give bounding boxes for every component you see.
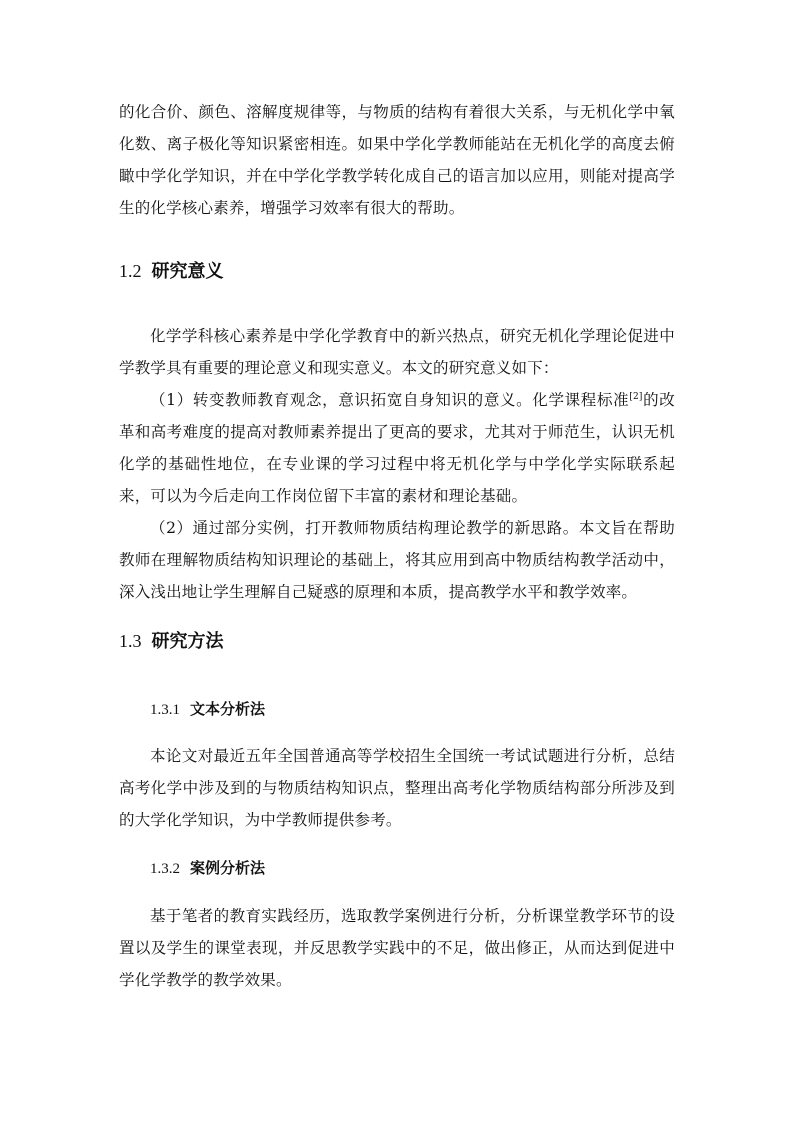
significance-item-1 [119,384,675,512]
section-heading-1-2 [119,258,224,285]
item1-text-after-ref: 的改革和高考难度的提高对教师素养提出了更高的要求，尤其对于师范生，认识无机化学的基础性地位，在专业课的学习过程中将无机化学与中学化学实际联系起来，可以为今后走向工作岗位留下丰富的素材和理论基础。 [119,391,675,505]
significance-paragraph: 化学学科核心素养是中学化学教育中的新兴热点，研究无机化学理论促进中学教学具有重要的理论意义和现实意义。本文的研究意义如下： [119,327,675,377]
section-title: 研究方法 [151,631,224,652]
subsection-title: 文本分析法 [190,700,266,718]
significance-item-2: （2）通过部分实例，打开教师物质结构理论教学的新思路。本文旨在帮助教师在理解物质结构知识理论的基础上，将其应用到高中物质结构教学活动中，深入浅出地让学生理解自己疑惑的原理和本质，提高教学水平和教学效率。 [119,519,675,601]
subsection-title: 案例分析法 [190,859,266,877]
intro-paragraph: 的化合价、颜色、溶解度规律等，与物质的结构有着很大关系，与无机化学中氧化数、离子极化等知识紧密相连。如果中学化学教师能站在无机化学的高度去俯瞰中学化学知识，并在中学化学教学转化成自己的语言加以应用，则能对提高学生的化学核心素养，增强学习效率有很大的帮助。 [119,103,675,217]
text-analysis-paragraph: 本论文对最近五年全国普通高等学校招生全国统一考试试题进行分析，总结高考化学中涉及到的与物质结构知识点，整理出高考化学物质结构部分所涉及到的大学化学知识，为中学教师提供参考。 [119,747,675,829]
section-number: 1.2 [119,261,142,281]
subsection-heading-1-3-1 [150,698,265,721]
item1-text-before-ref: （1）转变教师教育观念，意识拓宽自身知识的意义。化学课程标准 [150,391,630,409]
section-heading-1-3 [119,628,224,655]
section-number: 1.3 [119,631,142,651]
subsection-number: 1.3.2 [150,861,180,877]
subsection-heading-1-3-2 [150,857,265,880]
section-title: 研究意义 [151,261,224,282]
citation-ref: [2] [629,391,643,402]
case-analysis-paragraph: 基于笔者的教育实践经历，选取教学案例进行分析，分析课堂教学环节的设置以及学生的课堂表现，并反思教学实践中的不足，做出修正，从而达到促进中学化学教学的教学效果。 [119,907,675,989]
subsection-number: 1.3.1 [150,702,180,718]
